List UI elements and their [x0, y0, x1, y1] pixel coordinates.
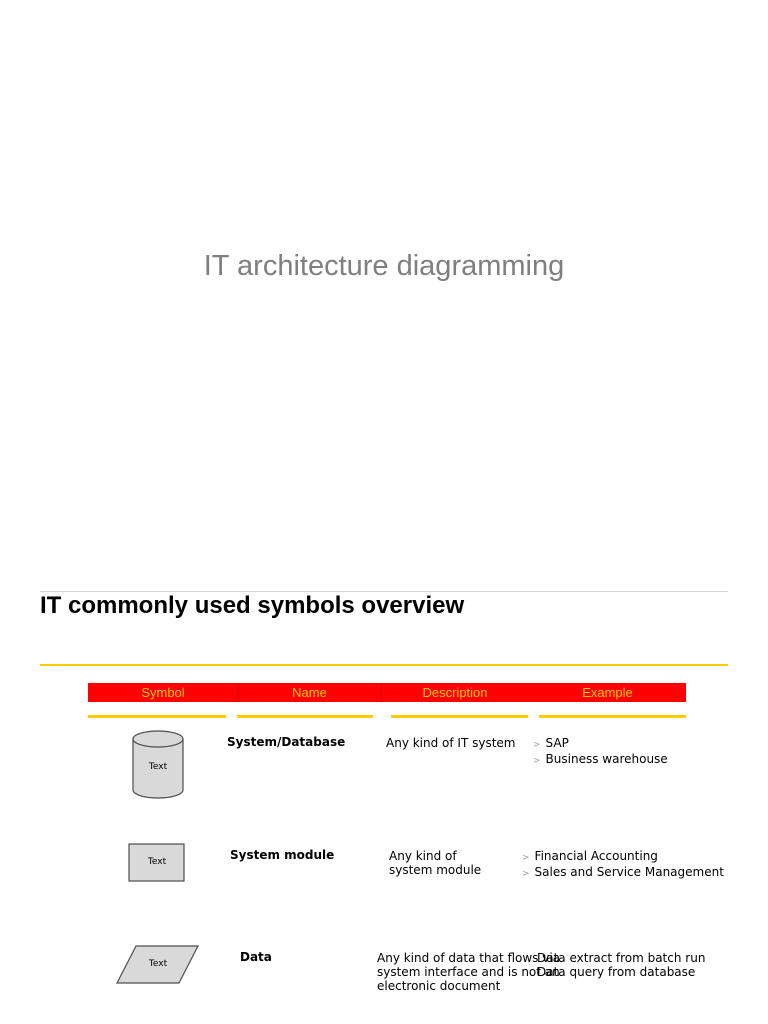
- column-underline: [88, 715, 226, 718]
- symbol-label: Text: [148, 762, 168, 772]
- table-header: [88, 683, 686, 702]
- row-examples: [533, 736, 668, 768]
- bullet-icon: >: [522, 869, 530, 879]
- header-example: Example: [582, 685, 633, 700]
- row-name: Data: [240, 950, 272, 964]
- bullet-icon: >: [533, 740, 541, 750]
- slide-title: IT architecture diagramming: [203, 250, 565, 282]
- example-item: Data query from database: [537, 965, 696, 979]
- row-examples: [522, 849, 724, 881]
- row-description: Any kind of IT system: [386, 736, 516, 750]
- column-underline: [539, 715, 686, 718]
- overview-title: IT commonly used symbols overview: [40, 592, 465, 619]
- example-item: > Sales and Service Management: [522, 865, 724, 879]
- example-item: > SAP: [533, 736, 569, 750]
- row-name: System/Database: [227, 735, 346, 749]
- column-underline: [391, 715, 528, 718]
- bullet-icon: >: [522, 853, 530, 863]
- row-name: System module: [230, 848, 335, 862]
- symbol-label: Text: [148, 959, 168, 969]
- example-item: Data extract from batch run: [537, 951, 706, 965]
- bullet-icon: >: [533, 756, 541, 766]
- row-description: Any kind of data that flows via system interface and is not an electronic document: [377, 951, 561, 993]
- example-item: > Business warehouse: [533, 752, 668, 766]
- header-symbol: Symbol: [141, 685, 185, 700]
- symbol-label: Text: [147, 857, 167, 867]
- row-examples: [537, 951, 705, 979]
- header-name: Name: [292, 685, 327, 700]
- title-underline: [40, 664, 728, 666]
- row-description: Any kind of system module: [389, 849, 482, 877]
- example-item: > Financial Accounting: [522, 849, 658, 863]
- header-description: Description: [422, 685, 488, 700]
- column-underline: [237, 715, 373, 718]
